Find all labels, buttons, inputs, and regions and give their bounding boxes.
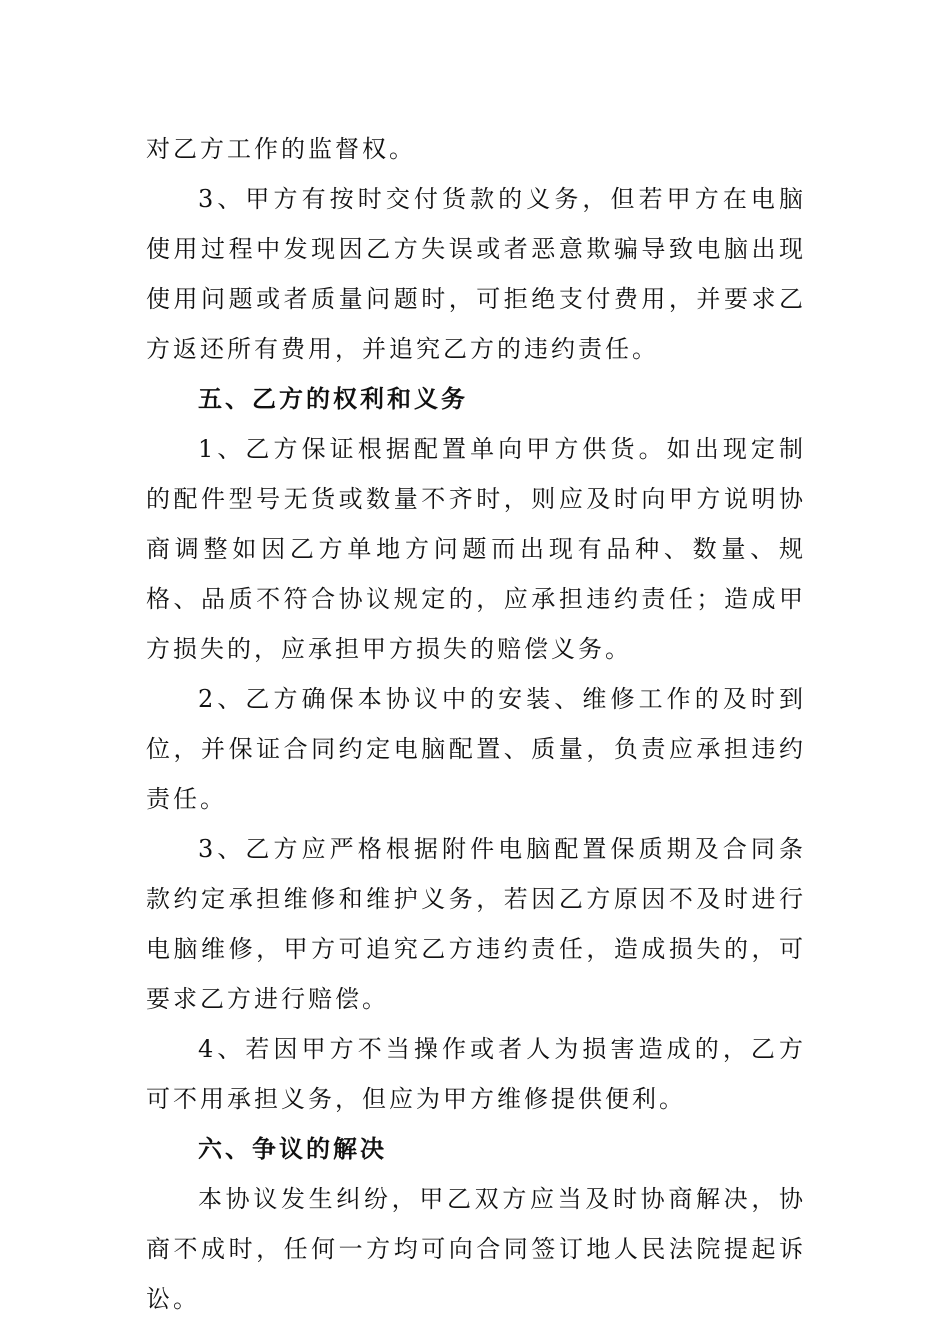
paragraph-party-b-clause-4: 4、若因甲方不当操作或者人为损害造成的，乙方可不用承担义务，但应为甲方维修提供便利。 (146, 1035, 806, 1113)
paragraph-continuation: 对乙方工作的监督权。 (146, 135, 416, 163)
section-heading-dispute-resolution: 六、争议的解决 (198, 1134, 387, 1163)
paragraph-party-b-clause-2: 2、乙方确保本协议中的安装、维修工作的及时到位，并保证合同约定电脑配置、质量，负责应承担违约责任。 (146, 685, 806, 813)
document-body (146, 124, 806, 1324)
paragraph-dispute-resolution: 本协议发生纠纷，甲乙双方应当及时协商解决，协商不成时，任何一方均可向合同签订地人民法院提起诉讼。 (146, 1185, 806, 1313)
section-heading-party-b-rights: 五、乙方的权利和义务 (198, 384, 468, 413)
paragraph-party-a-clause-3: 3、甲方有按时交付货款的义务，但若甲方在电脑使用过程中发现因乙方失误或者恶意欺骗导致电脑出现使用问题或者质量问题时，可拒绝支付费用，并要求乙方返还所有费用，并追究乙方的违约责任。 (146, 185, 806, 363)
paragraph-party-b-clause-1: 1、乙方保证根据配置单向甲方供货。如出现定制的配件型号无货或数量不齐时，则应及时向甲方说明协商调整如因乙方单地方问题而出现有品种、数量、规格、品质不符合协议规定的，应承担违约责任；造成甲方损失的，应承担甲方损失的赔偿义务。 (146, 435, 806, 663)
paragraph-party-b-clause-3: 3、乙方应严格根据附件电脑配置保质期及合同条款约定承担维修和维护义务，若因乙方原因不及时进行电脑维修，甲方可追究乙方违约责任，造成损失的，可要求乙方进行赔偿。 (146, 835, 806, 1013)
